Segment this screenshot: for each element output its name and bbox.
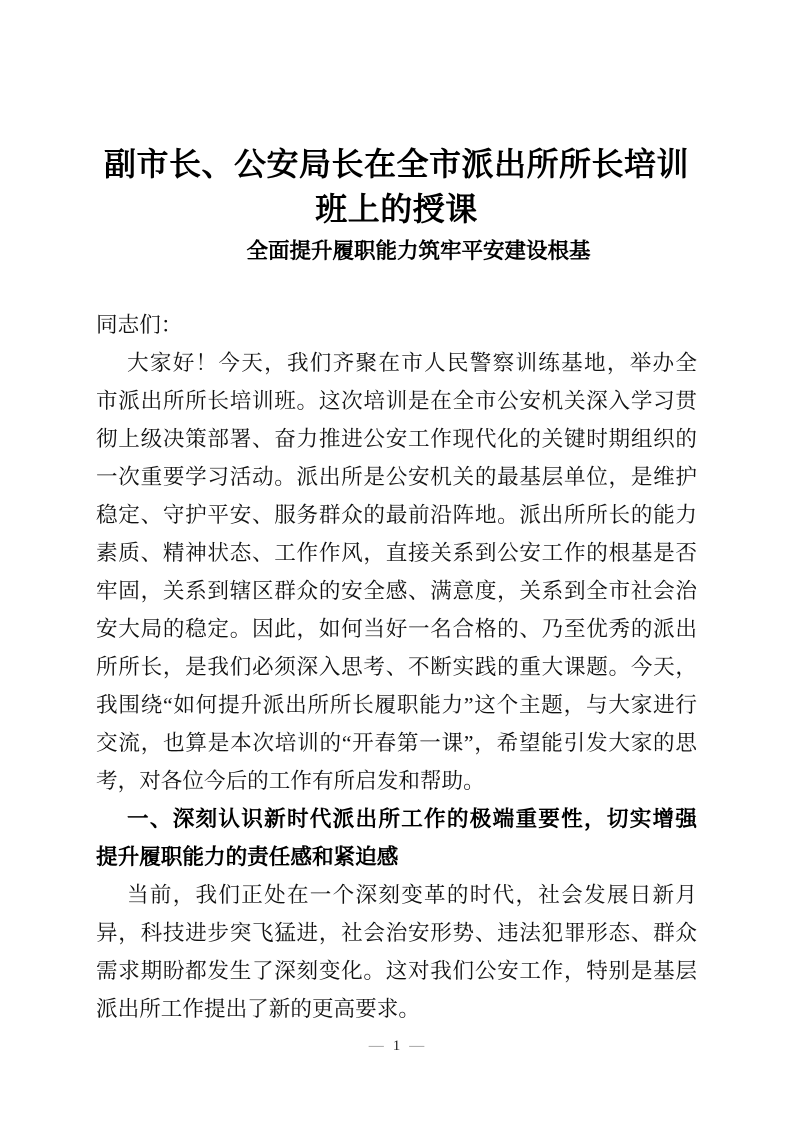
text-line: 班上的授课 — [315, 191, 478, 227]
page-footer — [0, 1035, 793, 1057]
paragraph-2 — [96, 876, 697, 1028]
text-line: 一次重要学习活动。派出所是公安机关的最基层单位，是维护 — [96, 465, 697, 489]
text-line: 安大局的稳定。因此，如何当好一名合格的、乃至优秀的派出 — [96, 617, 697, 641]
text-line: 副市长、公安局长在全市派出所所长培训 — [103, 146, 689, 182]
text-line: 牢固，关系到辖区群众的安全感、满意度，关系到全市社会治 — [96, 579, 697, 603]
text-line: 提升履职能力的责任感和紧迫感 — [96, 845, 399, 869]
text-line: 彻上级决策部署、奋力推进公安工作现代化的关键时期组织的 — [96, 427, 697, 451]
text-line: 派出所工作提出了新的更高要求。 — [96, 997, 420, 1021]
document-title — [0, 0, 793, 232]
text-line: 一、深刻认识新时代派出所工作的极端重要性，切实增强 — [127, 807, 697, 831]
footer-dash-left: — — [368, 1038, 384, 1054]
text-line: 交流，也算是本次培训的“开春第一课”，希望能引发大家的思 — [96, 731, 697, 755]
page-number: 1 — [392, 1038, 401, 1054]
text-line: 素质、精神状态、工作作风，直接关系到公安工作的根基是否 — [96, 541, 697, 565]
salutation: 同志们： — [96, 313, 183, 337]
text-line: 当前，我们正处在一个深刻变革的时代，社会发展日新月 — [127, 883, 697, 907]
text-line: 稳定、守护平安、服务群众的最前沿阵地。派出所所长的能力 — [96, 503, 697, 527]
document-subtitle: 全面提升履职能力筑牢平安建设根基 — [246, 239, 591, 263]
text-line: 我围绕“如何提升派出所所长履职能力”这个主题，与大家进行 — [96, 693, 697, 717]
text-line: 所所长，是我们必须深入思考、不断实践的重大课题。今天， — [96, 655, 697, 679]
document-body — [0, 306, 793, 1028]
text-line: 市派出所所长培训班。这次培训是在全市公安机关深入学习贯 — [96, 389, 697, 413]
text-line: 需求期盼都发生了深刻变化。这对我们公安工作，特别是基层 — [96, 959, 697, 983]
intro-paragraph — [96, 344, 697, 800]
section-heading-1 — [96, 800, 697, 876]
text-line: 异，科技进步突飞猛进，社会治安形势、违法犯罪形态、群众 — [96, 921, 697, 945]
text-line: 大家好！今天，我们齐聚在市人民警察训练基地，举办全 — [127, 351, 697, 375]
text-line: 考，对各位今后的工作有所启发和帮助。 — [96, 769, 485, 793]
footer-dash-right: — — [409, 1038, 425, 1054]
